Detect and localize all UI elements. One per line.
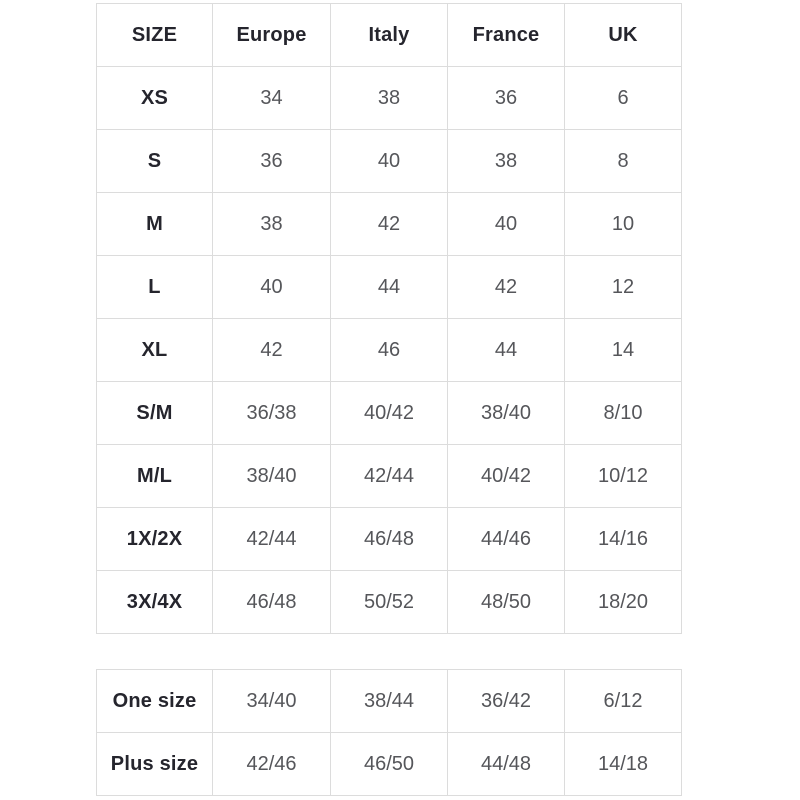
size-value-cell: 34 xyxy=(213,67,331,130)
size-value-cell: 14/18 xyxy=(565,733,682,796)
table-row xyxy=(97,508,682,571)
size-value-cell: 14 xyxy=(565,319,682,382)
column-header: SIZE xyxy=(97,4,213,67)
row-size-label: 1X/2X xyxy=(97,508,213,571)
row-size-label: M/L xyxy=(97,445,213,508)
size-value-cell: 46 xyxy=(331,319,448,382)
size-value-cell: 36/42 xyxy=(448,670,565,733)
table-row xyxy=(97,382,682,445)
size-value-cell: 42/44 xyxy=(331,445,448,508)
row-size-label: Plus size xyxy=(97,733,213,796)
size-value-cell: 50/52 xyxy=(331,571,448,634)
size-value-cell: 38 xyxy=(213,193,331,256)
size-value-cell: 8/10 xyxy=(565,382,682,445)
size-conversion-table xyxy=(96,3,682,634)
size-value-cell: 40 xyxy=(448,193,565,256)
size-value-cell: 42 xyxy=(331,193,448,256)
table-row xyxy=(97,319,682,382)
special-sizes-table xyxy=(96,669,682,796)
size-value-cell: 40 xyxy=(213,256,331,319)
size-value-cell: 42 xyxy=(448,256,565,319)
size-value-cell: 38/40 xyxy=(213,445,331,508)
size-value-cell: 36/38 xyxy=(213,382,331,445)
table-row xyxy=(97,130,682,193)
size-value-cell: 12 xyxy=(565,256,682,319)
table-row xyxy=(97,67,682,130)
size-table-body xyxy=(97,67,682,634)
row-size-label: M xyxy=(97,193,213,256)
table-row xyxy=(97,571,682,634)
size-value-cell: 14/16 xyxy=(565,508,682,571)
size-value-cell: 38 xyxy=(448,130,565,193)
size-value-cell: 36 xyxy=(213,130,331,193)
size-value-cell: 10 xyxy=(565,193,682,256)
size-value-cell: 44/46 xyxy=(448,508,565,571)
size-value-cell: 38/40 xyxy=(448,382,565,445)
size-value-cell: 36 xyxy=(448,67,565,130)
size-value-cell: 42/44 xyxy=(213,508,331,571)
table-row xyxy=(97,445,682,508)
size-value-cell: 38 xyxy=(331,67,448,130)
column-header: Europe xyxy=(213,4,331,67)
size-guide-content xyxy=(96,3,681,796)
size-value-cell: 6 xyxy=(565,67,682,130)
column-header: Italy xyxy=(331,4,448,67)
size-value-cell: 40/42 xyxy=(448,445,565,508)
header-row xyxy=(97,4,682,67)
size-value-cell: 38/44 xyxy=(331,670,448,733)
table-row xyxy=(97,670,682,733)
size-value-cell: 40 xyxy=(331,130,448,193)
row-size-label: S/M xyxy=(97,382,213,445)
size-value-cell: 10/12 xyxy=(565,445,682,508)
size-value-cell: 42/46 xyxy=(213,733,331,796)
row-size-label: XL xyxy=(97,319,213,382)
size-value-cell: 18/20 xyxy=(565,571,682,634)
row-size-label: One size xyxy=(97,670,213,733)
table-row xyxy=(97,193,682,256)
size-value-cell: 8 xyxy=(565,130,682,193)
size-value-cell: 46/48 xyxy=(213,571,331,634)
size-value-cell: 44/48 xyxy=(448,733,565,796)
column-header: UK xyxy=(565,4,682,67)
table-row xyxy=(97,733,682,796)
size-value-cell: 34/40 xyxy=(213,670,331,733)
table-row xyxy=(97,256,682,319)
size-value-cell: 40/42 xyxy=(331,382,448,445)
size-value-cell: 46/50 xyxy=(331,733,448,796)
row-size-label: S xyxy=(97,130,213,193)
size-value-cell: 42 xyxy=(213,319,331,382)
column-header: France xyxy=(448,4,565,67)
size-value-cell: 48/50 xyxy=(448,571,565,634)
size-value-cell: 46/48 xyxy=(331,508,448,571)
special-sizes-table-body xyxy=(97,670,682,796)
row-size-label: 3X/4X xyxy=(97,571,213,634)
size-table-header xyxy=(97,4,682,67)
row-size-label: XS xyxy=(97,67,213,130)
size-value-cell: 44 xyxy=(331,256,448,319)
size-value-cell: 6/12 xyxy=(565,670,682,733)
row-size-label: L xyxy=(97,256,213,319)
size-value-cell: 44 xyxy=(448,319,565,382)
